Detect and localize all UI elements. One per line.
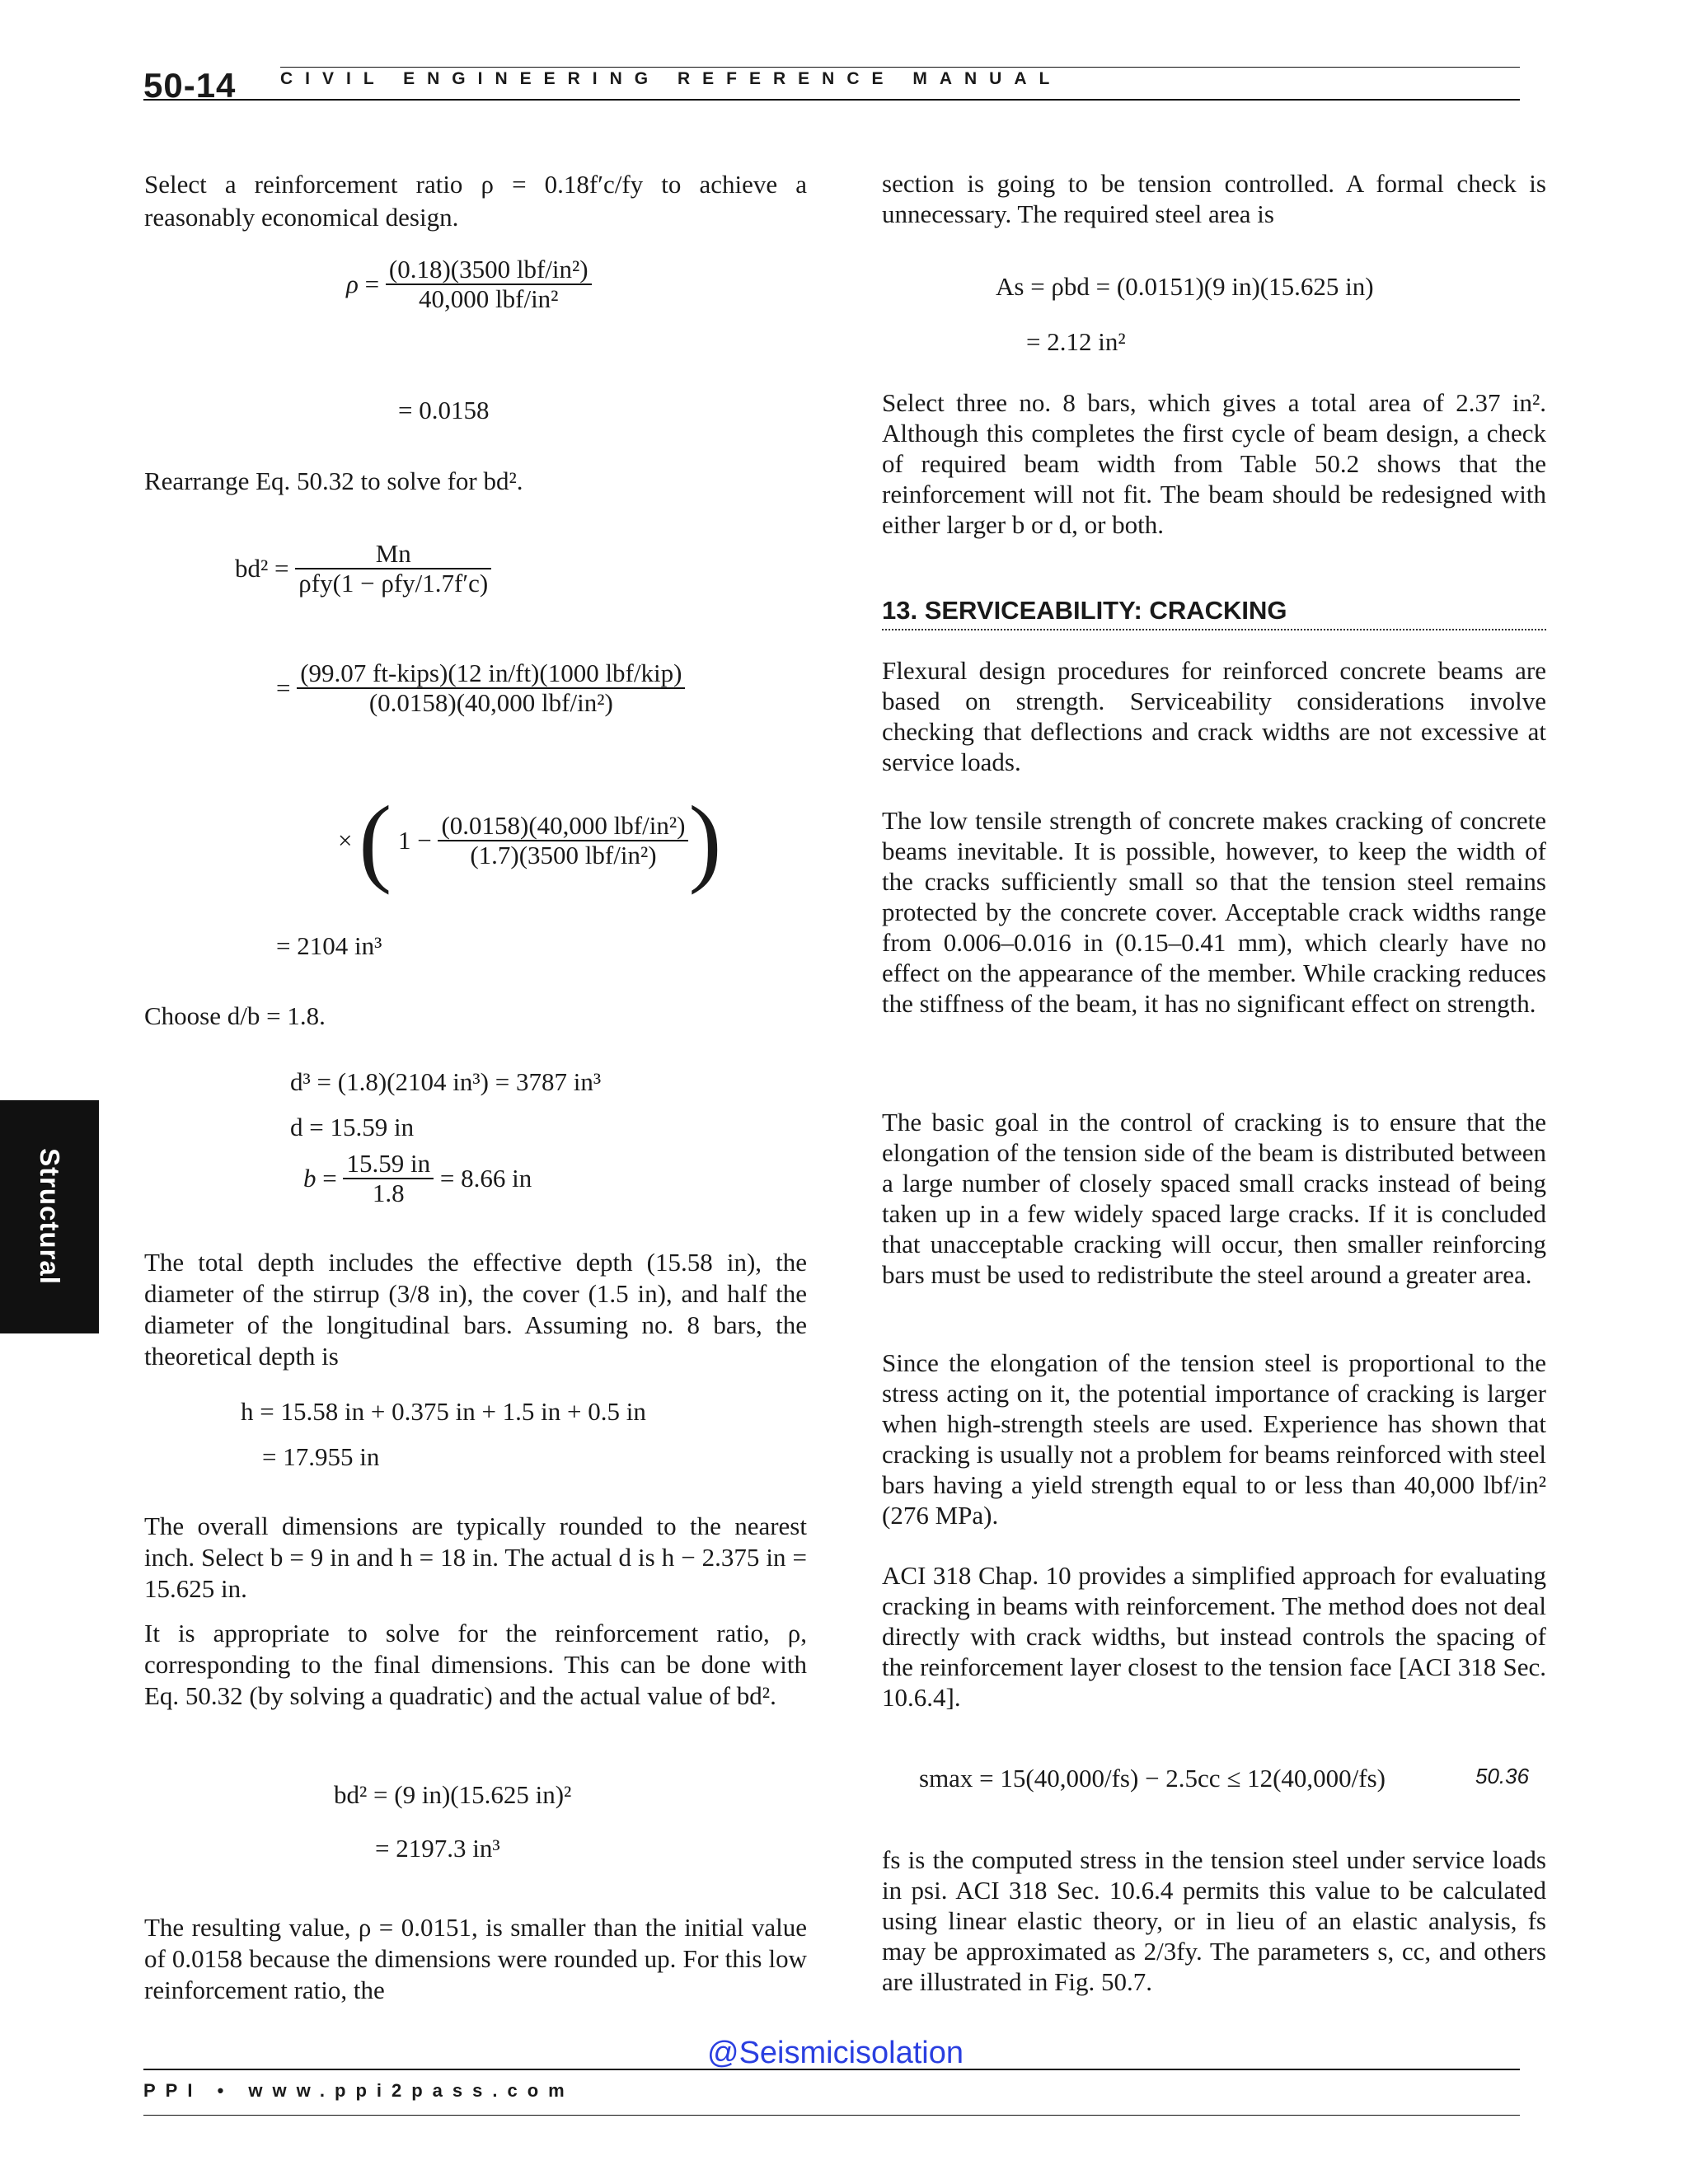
header-rule-upper (280, 67, 1520, 68)
equation-rho-numerator: (0.18)(3500 lbf/in²) (386, 255, 592, 285)
equation-b-fraction (343, 1150, 434, 1207)
equation-rho: ρ = $\frac{\text{(0.18)(3500 lbf/in²)}}{\text{40,000 lbf/in²}}$ (346, 255, 592, 313)
footer-rule-lower (143, 2115, 1520, 2116)
section-side-tab (0, 1100, 99, 1333)
left-paragraph-2: Rearrange Eq. 50.32 to solve for bd². (144, 466, 523, 495)
equation-smax: smax = 15(40,000/fs) − 2.5cc ≤ 12(40,000/fs) (919, 1764, 1386, 1793)
equation-substitution-numerator: (99.07 ft-kips)(12 in/ft)(1000 lbf/kip) (297, 659, 685, 689)
equation-d: d = 15.59 in (290, 1113, 415, 1141)
watermark-text: @Seismicisolation (707, 2036, 964, 2070)
equation-rho-denominator: 40,000 lbf/in² (419, 284, 559, 313)
right-paragraph-2: Select three no. 8 bars, which gives a total area of 2.37 in². Although this completes the first cycle of beam design, a check of required beam width from Table 50.2 shows that the reinforcement will not fit. The beam should be redesigned with either larger b or d, or both. (882, 388, 1546, 539)
right-paragraph-1: section is going to be tension controlled. A formal check is unnecessary. The required steel area is (882, 169, 1546, 228)
footer-text: PPI • www.ppi2pass.com (143, 2080, 574, 2101)
equation-times-denominator: (1.7)(3500 lbf/in²) (470, 841, 657, 869)
equation-substitution-fraction (297, 659, 685, 717)
equation-bd2-result: = 2104 in³ (276, 931, 382, 960)
equation-substitution-denominator: (0.0158)(40,000 lbf/in²) (368, 688, 613, 717)
equation-times-factor: × ( 1 − $\frac{\text{(0.0158)(40,000 lbf/in²)}}{\text{(1.7)(3500 lbf/in²)}}$ ) (338, 785, 722, 895)
right-paragraph-3: Flexural design procedures for reinforced concrete beams are based on strength. Serviceability considerations involve checking that deflections and crack widths are not excessive at service loads. (882, 656, 1546, 776)
equation-bd2-actual-result: = 2197.3 in³ (375, 1834, 500, 1863)
right-paragraph-4: The low tensile strength of concrete makes cracking of concrete beams inevitable. It is possible, however, to keep the width of the cracks sufficiently small so that the tension steel remains protected by the concrete cover. Acceptable crack widths range from 0.006–0.016 in (0.15–0.41 mm), which clearly have no effect on the appearance of the member. While cracking reduces the stiffness of the beam, it has no significant effect on strength. (882, 806, 1546, 1018)
equation-b-numerator: 15.59 in (343, 1150, 434, 1179)
right-paragraph-6: Since the elongation of the tension steel is proportional to the stress acting on it, the potential importance of cracking is larger when high-strength steels are used. Experience has shown that cracking is usually not a problem for beams reinforced with steel bars having a yield strength equal to or less than 40,000 lbf/in² (276 MPa). (882, 1348, 1546, 1530)
equation-substitution: = $\frac{\text{(99.07 ft-kips)(12 in/ft)(1000 lbf/kip)}}{\text{(0.0158)(40,000 lbf/in²)}}$ (276, 659, 685, 717)
equation-bd2-denominator: ρfy(1 − ρfy/1.7f′c) (298, 569, 489, 598)
left-paragraph-3: Choose d/b = 1.8. (144, 1001, 326, 1030)
left-paragraph-5: The overall dimensions are typically rounded to the nearest inch. Select b = 9 in and h = 18 in. The actual d is h − 2.375 in = 15.625 in. (144, 1511, 807, 1603)
equation-number: 50.36 (1475, 1764, 1530, 1788)
left-paragraph-7: The resulting value, ρ = 0.0151, is smaller than the initial value of 0.0158 because the dimensions were rounded up. For this low reinforcement ratio, the (144, 1913, 807, 2004)
equation-h-result: = 17.955 in (262, 1442, 380, 1471)
equation-d-cubed: d³ = (1.8)(2104 in³) = 3787 in³ (290, 1067, 602, 1096)
header-rule (143, 99, 1520, 101)
equation-as-result: = 2.12 in² (1026, 327, 1126, 356)
equation-bd2-fraction (295, 540, 491, 598)
side-tab-label: Structural (35, 1148, 65, 1285)
right-paragraph-7: ACI 318 Chap. 10 provides a simplified approach for evaluating cracking in beams with reinforcement. The method does not deal directly with crack widths, but instead controls the spacing of the reinforcement layer closest to the tension face [ACI 318 Sec. 10.6.4]. (882, 1561, 1546, 1712)
equation-rho-result: = 0.0158 (398, 396, 490, 424)
equation-h: h = 15.58 in + 0.375 in + 1.5 in + 0.5 in (241, 1397, 646, 1426)
equation-bd2 (235, 540, 491, 598)
equation-b: b = $\frac{15.59 in}{1.8}$ = 8.66 in (303, 1149, 532, 1207)
equation-bd2-lhs: bd² = (235, 554, 289, 583)
page-number: 50-14 (143, 66, 237, 105)
equation-as: As = ρbd = (0.0151)(9 in)(15.625 in) (996, 272, 1374, 301)
equation-b-denominator: 1.8 (372, 1179, 405, 1207)
left-paragraph-6: It is appropriate to solve for the reinforcement ratio, ρ, corresponding to the final dimensions. This can be done with Eq. 50.32 (by solving a quadratic) and the actual value of bd². (144, 1619, 807, 1710)
equation-bd2-actual: bd² = (9 in)(15.625 in)² (334, 1780, 572, 1809)
section-heading: 13. SERVICEABILITY: CRACKING (882, 596, 1546, 630)
left-paragraph-4: The total depth includes the effective depth (15.58 in), the diameter of the stirrup (3/8 in), the cover (1.5 in), and half the diameter of the longitudinal bars. Assuming no. 8 bars, the theoretical depth is (144, 1248, 807, 1371)
equation-bd2-numerator: Mn (295, 540, 491, 569)
equation-times-numerator: (0.0158)(40,000 lbf/in²) (438, 812, 688, 841)
right-paragraph-5: The basic goal in the control of cracking is to ensure that the elongation of the tension side of the beam is distributed between a large number of closely spaced small cracks instead of being taken up in a few widely spaced large cracks. If it is concluded that unacceptable cracking will occur, then smaller reinforcing bars must be used to redistribute the steel around a greater area. (882, 1108, 1546, 1289)
footer-rule (143, 2069, 1520, 2070)
equation-b-result: = 8.66 in (439, 1164, 532, 1193)
page-footer (143, 2069, 1520, 2118)
book-title: CIVIL ENGINEERING REFERENCE MANUAL (280, 69, 1062, 88)
equation-rho-fraction (386, 255, 592, 313)
right-paragraph-8: fs is the computed stress in the tension steel under service loads in psi. ACI 318 Sec. 10.6.4 permits this value to be calculated using linear elastic theory, or in lieu of an elastic analysis, fs may be approximated as 2/3fy. The parameters s, cc, and others are illustrated in Fig. 50.7. (882, 1845, 1546, 1996)
page-header (143, 64, 1520, 107)
left-paragraph-1: Select a reinforcement ratio ρ = 0.18f′c/fy to achieve a reasonably economical design. (144, 170, 807, 232)
equation-times-fraction (438, 812, 688, 869)
